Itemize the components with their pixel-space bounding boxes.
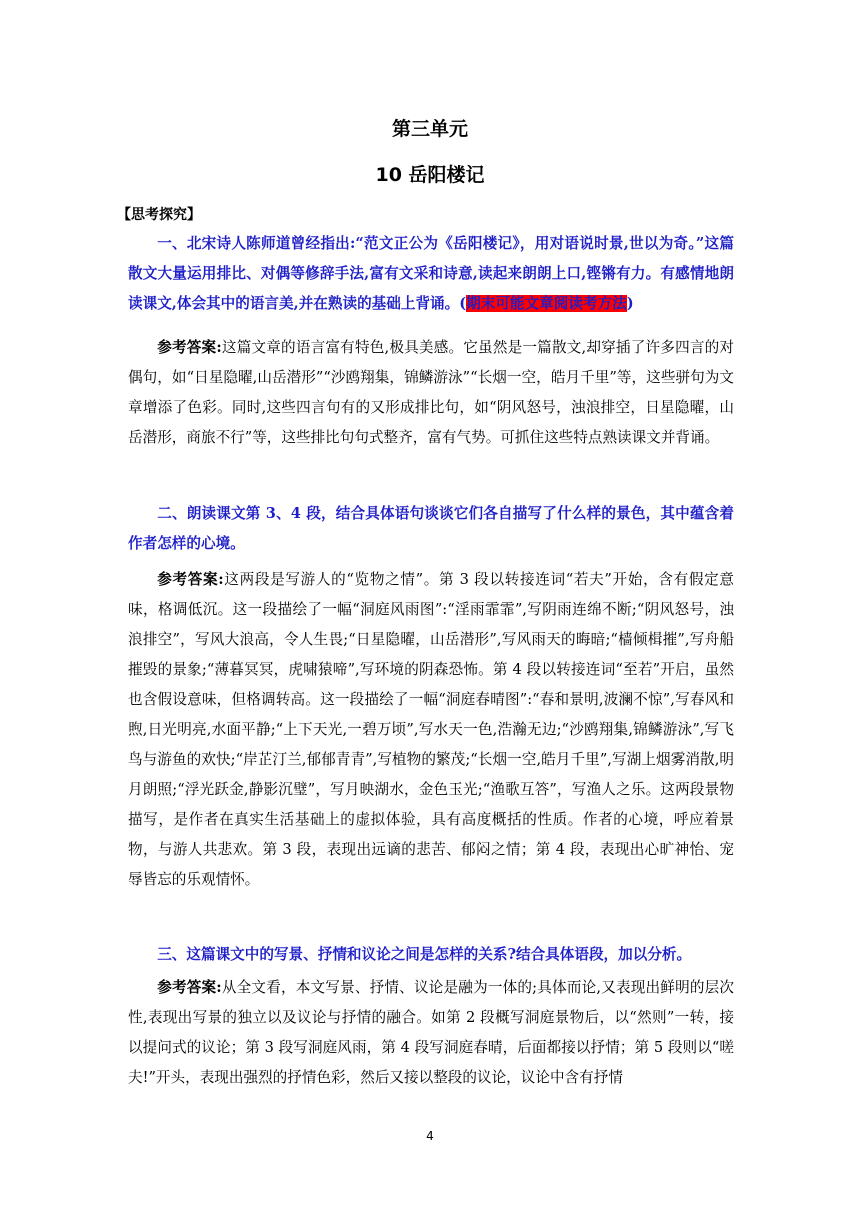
unit-title: 第三单元 xyxy=(391,118,468,140)
lesson-title: 10 岳阳楼记 xyxy=(375,164,485,186)
question-1-text: 一、北宋诗人陈师道曾经指出:“范文正公为《岳阳楼记》，用对语说时景,世以为奇。”这篇散文大量运用排比、对偶等修辞手法,富有文采和诗意,读起来朗朗上口,铿锵有力。有感情地朗读课文,体会其中的语言美,并在熟读的基础上背诵。 xyxy=(128,235,734,312)
question-1 xyxy=(128,229,734,319)
answer-1-label: 参考答案: xyxy=(157,339,222,356)
question-2 xyxy=(128,499,734,559)
answer-2-text: 这两段是写游人的“览物之情”。第 3 段以转接连词“若夫”开始，含有假定意味，格调低沉。这一段描绘了一幅“洞庭风雨图”:“淫雨霏霏”,写阴雨连绵不断;“阴风怒号，浊浪排空”，写风大浪高，令人生畏;“日星隐曜，山岳潜形”,写风雨天的晦暗;“樯倾楫摧”,写舟船摧毁的景象;“薄暮冥冥，虎啸猿啼”,写环境的阴森恐怖。第 4 段以转接连词“至若”开启，虽然也含假设意味，但格调转高。这一段描绘了一幅“洞庭春晴图”:“春和景明,波澜不惊”,写春风和煦,日光明亮,水面平静;“上下天光,一碧万顷”,写水天一色,浩瀚无边;“沙鸥翔集,锦鳞游泳”,写飞鸟与游鱼的欢快;“岸芷汀兰,郁郁青青”,写植物的繁茂;“长烟一空,皓月千里”,写湖上烟雾消散,明月朗照;“浮光跃金,静影沉璧”，写月映湖水，金色玉光;“渔歌互答”，写渔人之乐。这两段景物描写，是作者在真实生活基础上的虚拟体验，具有高度概括的性质。作者的心境，呼应着景物，与游人共悲欢。第 3 段，表现出远谪的悲苦、郁闷之情；第 4 段，表现出心旷神怡、宠辱皆忘的乐观情怀。 xyxy=(128,571,734,888)
question-3-text: 三、这篇课文中的写景、抒情和议论之间是怎样的关系?结合具体语段，加以分析。 xyxy=(157,946,692,963)
answer-2 xyxy=(128,565,734,895)
question-1-note xyxy=(459,295,633,312)
section-label: 【思考探究】 xyxy=(117,207,201,223)
answer-3-label: 参考答案: xyxy=(157,979,222,996)
answer-3-text: 从全文看，本文写景、抒情、议论是融为一体的;具体而论,又表现出鲜明的层次性,表现出写景的独立以及议论与抒情的融合。如第 2 段概写洞庭景物后，以“然则”一转，接以提问式的议论；第 3 段写洞庭风雨，第 4 段写洞庭春晴，后面都接以抒情；第 5 段则以“嗟夫!”开头，表现出强烈的抒情色彩，然后又接以整段的议论，议论中含有抒情 xyxy=(128,979,735,1086)
answer-2-label: 参考答案: xyxy=(157,571,224,588)
question-3 xyxy=(128,940,734,970)
highlighted-note: 期末可能文章阅读考方法 xyxy=(466,295,627,312)
answer-3 xyxy=(128,973,734,1093)
note-open-paren: ( xyxy=(459,295,467,312)
question-2-text: 二、朗读课文第 3、4 段，结合具体语句谈谈它们各自描写了什么样的景色，其中蕴含着作者怎样的心境。 xyxy=(128,505,734,552)
note-close-paren: ) xyxy=(626,295,634,312)
page-number: 4 xyxy=(426,1129,434,1143)
answer-1-text: 这篇文章的语言富有特色,极具美感。它虽然是一篇散文,却穿插了许多四言的对偶句，如“日星隐曜,山岳潜形”“沙鸥翔集，锦鳞游泳”“长烟一空，皓月千里”等，这些骈句为文章增添了色彩。同时,这些四言句有的又形成排比句，如“阴风怒号，浊浪排空，日星隐曜，山岳潜形，商旅不行”等，这些排比句句式整齐，富有气势。可抓住这些特点熟读课文并背诵。 xyxy=(128,339,735,446)
answer-1 xyxy=(128,333,734,453)
